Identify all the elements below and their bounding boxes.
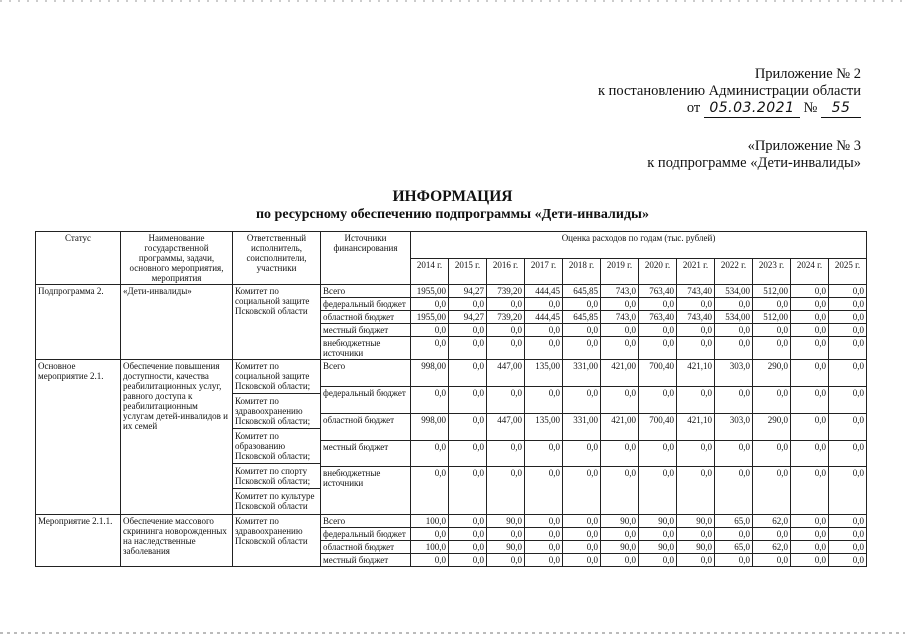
row-value: 0,0	[791, 285, 829, 298]
row-value: 0,0	[829, 541, 867, 554]
row-value: 743,40	[677, 285, 715, 298]
row-value: 0,0	[449, 554, 487, 567]
row-value: 0,0	[791, 541, 829, 554]
col-year: 2020 г.	[639, 258, 677, 285]
row-value: 90,0	[677, 515, 715, 528]
row-value: 0,0	[829, 554, 867, 567]
row-value: 0,0	[411, 386, 449, 413]
row-value: 0,0	[829, 324, 867, 337]
row-value: 0,0	[449, 386, 487, 413]
row-value: 0,0	[487, 554, 525, 567]
row-value: 421,10	[677, 413, 715, 440]
row-value: 0,0	[791, 337, 829, 360]
row-value: 0,0	[677, 337, 715, 360]
row-value: 90,0	[601, 515, 639, 528]
responsible-entry: Комитет по образованию Псковской области;	[233, 431, 320, 464]
row-value: 739,20	[487, 285, 525, 298]
row-value: 0,0	[677, 386, 715, 413]
row-value: 0,0	[449, 360, 487, 387]
row-status: Основное мероприятие 2.1.	[36, 360, 121, 515]
row-source: Всего	[321, 285, 411, 298]
row-value: 1955,00	[411, 311, 449, 324]
row-value: 0,0	[563, 541, 601, 554]
row-value: 0,0	[715, 440, 753, 467]
row-value: 90,0	[487, 541, 525, 554]
row-value: 0,0	[525, 386, 563, 413]
row-value: 0,0	[829, 298, 867, 311]
row-value: 0,0	[753, 337, 791, 360]
row-value: 0,0	[487, 298, 525, 311]
row-value: 0,0	[715, 467, 753, 515]
row-value: 0,0	[563, 324, 601, 337]
row-value: 0,0	[753, 467, 791, 515]
col-responsible: Ответственный исполнитель, соисполнители, участники	[233, 232, 321, 285]
row-value: 0,0	[829, 360, 867, 387]
row-value: 0,0	[753, 440, 791, 467]
row-value: 0,0	[715, 298, 753, 311]
row-value: 90,0	[677, 541, 715, 554]
row-value: 0,0	[411, 554, 449, 567]
row-value: 0,0	[449, 413, 487, 440]
row-value: 90,0	[639, 515, 677, 528]
row-value: 0,0	[487, 337, 525, 360]
row-value: 0,0	[715, 337, 753, 360]
row-value: 0,0	[449, 541, 487, 554]
row-value: 0,0	[829, 515, 867, 528]
row-source: Всего	[321, 360, 411, 387]
col-year: 2024 г.	[791, 258, 829, 285]
responsible-entry: Комитет по спорту Псковской области;	[233, 466, 320, 489]
row-value: 534,00	[715, 311, 753, 324]
scan-edge-top	[0, 0, 905, 2]
row-value: 0,0	[525, 440, 563, 467]
resource-table	[35, 231, 867, 567]
row-value: 0,0	[411, 298, 449, 311]
row-value: 421,00	[601, 360, 639, 387]
row-value: 0,0	[639, 528, 677, 541]
row-value: 0,0	[753, 554, 791, 567]
col-year: 2015 г.	[449, 258, 487, 285]
row-responsible	[233, 285, 321, 360]
row-value: 100,0	[411, 515, 449, 528]
row-value: 0,0	[525, 541, 563, 554]
row-value: 0,0	[449, 440, 487, 467]
row-value: 0,0	[791, 515, 829, 528]
row-value: 0,0	[601, 337, 639, 360]
row-value: 0,0	[449, 324, 487, 337]
title-main: ИНФОРМАЦИЯ	[392, 188, 513, 205]
row-value: 0,0	[601, 386, 639, 413]
row-value: 645,85	[563, 311, 601, 324]
row-value: 331,00	[563, 360, 601, 387]
table-body	[36, 285, 867, 567]
row-status: Подпрограмма 2.	[36, 285, 121, 360]
appendix-number: Приложение № 2	[754, 66, 861, 82]
row-value: 0,0	[411, 337, 449, 360]
title-sub: по ресурсному обеспечению подпрограммы «Дети-инвалиды»	[255, 207, 649, 222]
row-source: местный бюджет	[321, 440, 411, 467]
row-value: 0,0	[791, 298, 829, 311]
row-value: 0,0	[715, 386, 753, 413]
row-value: 0,0	[791, 528, 829, 541]
row-value: 135,00	[525, 360, 563, 387]
row-value: 0,0	[829, 337, 867, 360]
col-year: 2023 г.	[753, 258, 791, 285]
row-value: 0,0	[829, 413, 867, 440]
row-value: 0,0	[487, 324, 525, 337]
row-value: 0,0	[411, 467, 449, 515]
row-value: 0,0	[677, 440, 715, 467]
row-value: 0,0	[411, 528, 449, 541]
row-source: местный бюджет	[321, 324, 411, 337]
row-value: 0,0	[639, 440, 677, 467]
row-value: 0,0	[829, 285, 867, 298]
table-row	[36, 360, 867, 387]
row-value: 0,0	[791, 311, 829, 324]
row-value: 0,0	[449, 298, 487, 311]
row-value: 421,00	[601, 413, 639, 440]
row-value: 1955,00	[411, 285, 449, 298]
responsible-entry: Комитет по социальной защите Псковской области;	[233, 361, 320, 394]
row-value: 0,0	[677, 324, 715, 337]
row-value: 0,0	[791, 360, 829, 387]
row-value: 0,0	[753, 324, 791, 337]
row-source: областной бюджет	[321, 413, 411, 440]
row-value: 447,00	[487, 360, 525, 387]
row-value: 0,0	[449, 528, 487, 541]
row-value: 421,10	[677, 360, 715, 387]
row-value: 90,0	[639, 541, 677, 554]
row-source: федеральный бюджет	[321, 298, 411, 311]
row-value: 998,00	[411, 360, 449, 387]
row-value: 700,40	[639, 413, 677, 440]
row-value: 0,0	[563, 528, 601, 541]
col-estimate: Оценка расходов по годам (тыс. рублей)	[411, 232, 867, 259]
col-name: Наименование государственной программы, задачи, основного мероприятия, мероприятия	[121, 232, 233, 285]
row-source: внебюджетные источники	[321, 467, 411, 515]
row-value: 0,0	[639, 554, 677, 567]
row-value: 100,0	[411, 541, 449, 554]
row-value: 0,0	[525, 554, 563, 567]
subprogram-appendix-number: «Приложение № 3	[747, 138, 861, 154]
row-value: 0,0	[525, 324, 563, 337]
row-value: 0,0	[791, 324, 829, 337]
row-value: 0,0	[829, 440, 867, 467]
appendix-decree-ref: к постановлению Администрации области	[597, 83, 861, 99]
row-value: 0,0	[601, 528, 639, 541]
row-value: 0,0	[563, 515, 601, 528]
subprogram-appendix-ref: к подпрограмме «Дети-инвалиды»	[647, 155, 861, 171]
row-name: Обеспечение повышения доступности, качества реабилитационных услуг, равного доступа к реабилитационным услугам детей-инвалидов и их семей	[121, 360, 233, 515]
row-value: 0,0	[563, 467, 601, 515]
row-value: 0,0	[563, 386, 601, 413]
row-value: 90,0	[487, 515, 525, 528]
row-value: 90,0	[601, 541, 639, 554]
row-value: 290,0	[753, 413, 791, 440]
row-value: 0,0	[715, 528, 753, 541]
table-row	[36, 515, 867, 528]
responsible-entry: Комитет по здравоохранению Псковской области;	[233, 396, 320, 429]
row-value: 0,0	[411, 440, 449, 467]
row-value: 0,0	[829, 386, 867, 413]
row-value: 0,0	[715, 554, 753, 567]
responsible-entry: Комитет по здравоохранению Псковской области	[235, 516, 308, 546]
col-source: Источники финансирования	[321, 232, 411, 285]
row-value: 0,0	[525, 515, 563, 528]
row-value: 0,0	[677, 467, 715, 515]
responsible-entry: Комитет по социальной защите Псковской области	[235, 286, 310, 316]
row-status: Мероприятие 2.1.1.	[36, 515, 121, 567]
row-value: 331,00	[563, 413, 601, 440]
row-value: 0,0	[563, 440, 601, 467]
row-value: 0,0	[639, 324, 677, 337]
row-value: 0,0	[753, 386, 791, 413]
row-value: 0,0	[601, 324, 639, 337]
col-year: 2025 г.	[829, 258, 867, 285]
row-value: 135,00	[525, 413, 563, 440]
row-value: 0,0	[715, 324, 753, 337]
row-value: 645,85	[563, 285, 601, 298]
row-value: 65,0	[715, 541, 753, 554]
row-source: федеральный бюджет	[321, 528, 411, 541]
row-value: 0,0	[791, 440, 829, 467]
row-value: 94,27	[449, 285, 487, 298]
row-value: 0,0	[563, 554, 601, 567]
row-value: 303,0	[715, 360, 753, 387]
row-value: 743,0	[601, 285, 639, 298]
row-value: 0,0	[525, 337, 563, 360]
row-name: Обеспечение массового скрининга новорожденных на наследственные заболевания	[121, 515, 233, 567]
subprogram-appendix	[647, 138, 861, 172]
col-year: 2019 г.	[601, 258, 639, 285]
row-value: 512,00	[753, 311, 791, 324]
row-value: 0,0	[677, 528, 715, 541]
row-value: 0,0	[829, 467, 867, 515]
row-source: федеральный бюджет	[321, 386, 411, 413]
row-value: 700,40	[639, 360, 677, 387]
col-year: 2022 г.	[715, 258, 753, 285]
row-source: местный бюджет	[321, 554, 411, 567]
row-source: Всего	[321, 515, 411, 528]
row-source: областной бюджет	[321, 541, 411, 554]
row-value: 763,40	[639, 285, 677, 298]
row-value: 0,0	[563, 337, 601, 360]
row-value: 0,0	[753, 528, 791, 541]
row-value: 0,0	[525, 298, 563, 311]
col-year: 2018 г.	[563, 258, 601, 285]
row-value: 0,0	[449, 515, 487, 528]
row-value: 0,0	[411, 324, 449, 337]
row-value: 0,0	[487, 440, 525, 467]
col-status: Статус	[36, 232, 121, 285]
appendix-header	[598, 66, 861, 118]
row-value: 0,0	[449, 467, 487, 515]
row-value: 303,0	[715, 413, 753, 440]
col-year: 2014 г.	[411, 258, 449, 285]
col-year: 2021 г.	[677, 258, 715, 285]
table-row	[36, 285, 867, 298]
row-value: 0,0	[639, 298, 677, 311]
row-value: 0,0	[829, 311, 867, 324]
row-value: 444,45	[525, 311, 563, 324]
row-value: 0,0	[791, 386, 829, 413]
row-value: 0,0	[791, 554, 829, 567]
row-value: 447,00	[487, 413, 525, 440]
row-responsible	[233, 360, 321, 515]
table-header-row	[36, 232, 867, 259]
row-value: 0,0	[525, 528, 563, 541]
row-source: областной бюджет	[321, 311, 411, 324]
row-value: 0,0	[487, 528, 525, 541]
row-value: 534,00	[715, 285, 753, 298]
row-value: 0,0	[639, 337, 677, 360]
row-value: 0,0	[449, 337, 487, 360]
row-value: 0,0	[791, 467, 829, 515]
row-value: 0,0	[601, 298, 639, 311]
row-value: 0,0	[639, 386, 677, 413]
row-value: 0,0	[639, 467, 677, 515]
document-title	[0, 188, 905, 223]
row-value: 0,0	[829, 528, 867, 541]
row-value: 512,00	[753, 285, 791, 298]
row-value: 0,0	[601, 467, 639, 515]
row-value: 0,0	[487, 386, 525, 413]
row-value: 0,0	[677, 298, 715, 311]
row-value: 62,0	[753, 541, 791, 554]
responsible-entry: Комитет по культуре Псковской области	[235, 491, 315, 511]
row-value: 743,0	[601, 311, 639, 324]
col-year: 2016 г.	[487, 258, 525, 285]
row-value: 0,0	[563, 298, 601, 311]
row-value: 743,40	[677, 311, 715, 324]
row-value: 0,0	[487, 467, 525, 515]
row-value: 998,00	[411, 413, 449, 440]
row-value: 0,0	[601, 440, 639, 467]
col-year: 2017 г.	[525, 258, 563, 285]
row-value: 65,0	[715, 515, 753, 528]
row-value: 763,40	[639, 311, 677, 324]
row-value: 0,0	[677, 554, 715, 567]
row-value: 0,0	[601, 554, 639, 567]
row-value: 290,0	[753, 360, 791, 387]
row-responsible	[233, 515, 321, 567]
row-value: 62,0	[753, 515, 791, 528]
scan-edge-bottom	[0, 632, 905, 634]
row-source: внебюджетные источники	[321, 337, 411, 360]
appendix-date-line: от 05.03.2021 № 55	[598, 100, 861, 118]
row-value: 94,27	[449, 311, 487, 324]
row-value: 444,45	[525, 285, 563, 298]
row-value: 0,0	[753, 298, 791, 311]
row-value: 0,0	[791, 413, 829, 440]
handwritten-date: 05.03.2021	[704, 100, 800, 118]
row-value: 739,20	[487, 311, 525, 324]
handwritten-number: 55	[821, 100, 861, 118]
row-value: 0,0	[525, 467, 563, 515]
row-name: «Дети-инвалиды»	[121, 285, 233, 360]
